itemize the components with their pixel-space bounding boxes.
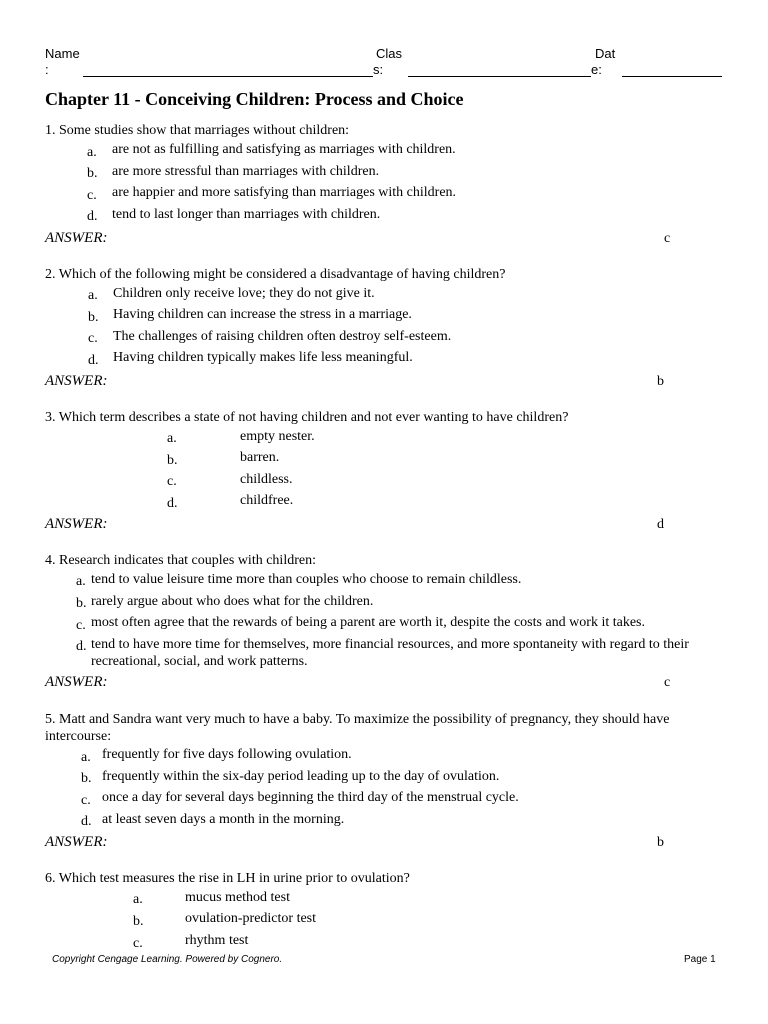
- option-letter: d.: [81, 814, 92, 829]
- option-letter: a.: [88, 288, 98, 303]
- class-label-suffix: s:: [373, 62, 384, 77]
- name-label: Name: [45, 46, 80, 61]
- question-stem: [45, 267, 505, 283]
- footer-copyright: Copyright Cengage Learning. Powered by Cognero.: [52, 954, 283, 965]
- option-text: frequently for five days following ovulation.: [102, 747, 352, 762]
- option-letter: a.: [167, 431, 177, 446]
- option-letter: d.: [87, 209, 98, 224]
- question-number: 6.: [45, 871, 56, 886]
- option-letter: a.: [133, 892, 143, 907]
- option-letter: d.: [167, 496, 178, 511]
- question-stem: [45, 712, 669, 728]
- question-number: 4.: [45, 553, 56, 568]
- answer-value: b: [657, 835, 664, 850]
- question-text: Research indicates that couples with children:: [59, 553, 316, 568]
- question-text: Which term describes a state of not having children and not ever wanting to have children?: [58, 410, 569, 425]
- answer-label: ANSWER:: [45, 834, 108, 850]
- option-letter: b.: [81, 771, 92, 786]
- class-label: Clas: [376, 46, 403, 61]
- date-line: [622, 76, 722, 77]
- option-letter: d.: [76, 639, 87, 654]
- option-text: rarely argue about who does what for the children.: [91, 594, 374, 609]
- question-text: Which of the following might be considered a disadvantage of having children?: [58, 267, 506, 282]
- option-letter: b.: [76, 596, 87, 611]
- question-number: 5.: [45, 712, 56, 727]
- name-label-colon: :: [45, 62, 49, 77]
- answer-label: ANSWER:: [45, 230, 108, 246]
- option-text: Having children typically makes life less meaningful.: [113, 350, 413, 365]
- footer-page-number: Page 1: [684, 954, 716, 965]
- answer-value: c: [664, 231, 671, 246]
- option-text: Having children can increase the stress in a marriage.: [113, 307, 412, 322]
- option-text: tend to last longer than marriages with children.: [112, 207, 381, 222]
- option-letter: c.: [76, 618, 86, 633]
- answer-value: b: [657, 374, 664, 389]
- question-text: Matt and Sandra want very much to have a baby. To maximize the possibility of pregnancy, they should have: [59, 712, 670, 727]
- option-letter: d.: [88, 353, 99, 368]
- question-text: Some studies show that marriages without children:: [59, 123, 350, 138]
- option-letter: c.: [133, 936, 143, 951]
- option-letter: c.: [88, 331, 98, 346]
- option-letter: c.: [87, 188, 97, 203]
- option-text: once a day for several days beginning the third day of the menstrual cycle.: [102, 790, 519, 805]
- question-text-continued: intercourse:: [45, 729, 112, 744]
- option-letter: a.: [87, 145, 97, 160]
- option-text-continued: recreational, social, and work patterns.: [91, 654, 308, 669]
- option-text: rhythm test: [185, 933, 249, 948]
- question-stem: [45, 410, 568, 426]
- option-letter: b.: [167, 453, 178, 468]
- answer-value: c: [664, 675, 671, 690]
- option-letter: c.: [167, 474, 177, 489]
- date-label: Dat: [595, 46, 616, 61]
- question-text: Which test measures the rise in LH in urine prior to ovulation?: [58, 871, 410, 886]
- option-letter: b.: [88, 310, 99, 325]
- page-title: Chapter 11 - Conceiving Children: Process and Choice: [45, 89, 464, 109]
- answer-value: d: [657, 517, 664, 532]
- class-line: [408, 76, 591, 77]
- option-letter: b.: [87, 166, 98, 181]
- option-text: ovulation-predictor test: [185, 911, 317, 926]
- option-text: are happier and more satisfying than marriages with children.: [112, 185, 457, 200]
- question-stem: [45, 871, 410, 887]
- option-text: are more stressful than marriages with children.: [112, 164, 380, 179]
- option-text: most often agree that the rewards of being a parent are worth it, despite the costs and work it takes.: [91, 615, 645, 630]
- option-text: tend to have more time for themselves, more financial resources, and more spontaneity with regard to their: [91, 637, 689, 652]
- option-text: empty nester.: [240, 429, 315, 444]
- option-text: barren.: [240, 450, 280, 465]
- question-number: 2.: [45, 267, 56, 282]
- date-label-suffix: e:: [591, 62, 602, 77]
- question-stem: [45, 553, 316, 569]
- option-text: Children only receive love; they do not give it.: [113, 286, 375, 301]
- option-text: are not as fulfilling and satisfying as marriages with children.: [112, 142, 456, 157]
- option-text: at least seven days a month in the morning.: [102, 812, 345, 827]
- answer-label: ANSWER:: [45, 674, 108, 690]
- question-stem: [45, 123, 349, 139]
- answer-label: ANSWER:: [45, 516, 108, 532]
- answer-label: ANSWER:: [45, 373, 108, 389]
- option-text: frequently within the six-day period leading up to the day of ovulation.: [102, 769, 500, 784]
- question-number: 3.: [45, 410, 56, 425]
- question-number: 1.: [45, 123, 56, 138]
- option-letter: a.: [76, 574, 86, 589]
- option-text: The challenges of raising children often destroy self-esteem.: [113, 329, 452, 344]
- option-text: childless.: [240, 472, 293, 487]
- option-text: mucus method test: [185, 890, 290, 905]
- name-line: [83, 76, 373, 77]
- option-text: tend to value leisure time more than couples who choose to remain childless.: [91, 572, 522, 587]
- option-letter: a.: [81, 750, 91, 765]
- option-text: childfree.: [240, 493, 294, 508]
- option-letter: b.: [133, 914, 144, 929]
- option-letter: c.: [81, 793, 91, 808]
